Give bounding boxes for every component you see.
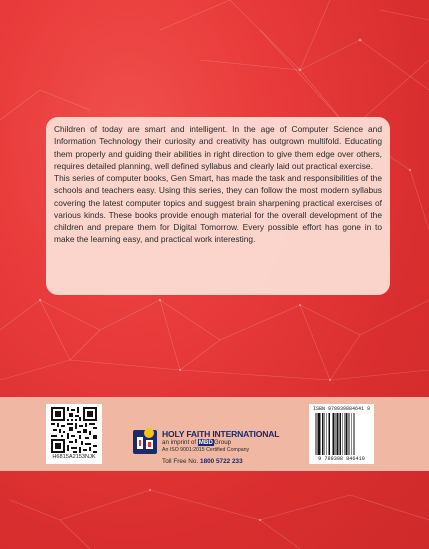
isbn-label-top: ISBN 978939884641 9 — [312, 406, 370, 412]
publisher-toll-free — [162, 458, 280, 465]
isbn-barcode-panel — [309, 404, 374, 464]
qr-code-icon — [51, 407, 97, 453]
holy-faith-logo-icon — [133, 428, 157, 454]
qr-code-label: H6815A2153NJK — [52, 454, 96, 460]
qr-code-panel — [46, 404, 102, 464]
publisher-info — [162, 429, 280, 465]
toll-free-label: Toll Free No. — [162, 458, 199, 465]
description-paragraph-1: Children of today are smart and intelligent. In the age of Computer Science and Information Technology their curiosity and creativity has outgrown multifold. Educating them properly and guiding their abilities in right direction to give them edge over others, requires detailed planning, well defined syllabus and clearly laid out practical exercise. — [54, 124, 382, 171]
imprint-brand: MBD — [198, 439, 213, 446]
description-box — [46, 117, 390, 295]
publisher-imprint — [162, 439, 280, 446]
toll-free-number: 1800 5722 233 — [200, 458, 243, 465]
imprint-prefix: an imprint of — [162, 439, 197, 446]
isbn-label-bottom: 9 789398 846419 — [318, 456, 365, 462]
barcode-icon — [314, 413, 369, 455]
publisher-iso: An ISO 9001:2015 Certified Company — [162, 447, 250, 453]
imprint-suffix: Group — [213, 439, 232, 446]
publisher-name: HOLY FAITH INTERNATIONAL — [162, 429, 280, 439]
description-paragraph-2: This series of computer books, Gen Smart, has made the task and responsibilities of the schools and teachers easy. Using this series, they can follow the most modern syllabus covering the latest computer topics and suggest brain sharpening practical exercises of various kinds. These books provide enough material for the overall development of the children and prepare them for Digital Tomorrow. Every possible effort has gone in to make the learning easy, and practical work interesting. — [54, 173, 382, 245]
